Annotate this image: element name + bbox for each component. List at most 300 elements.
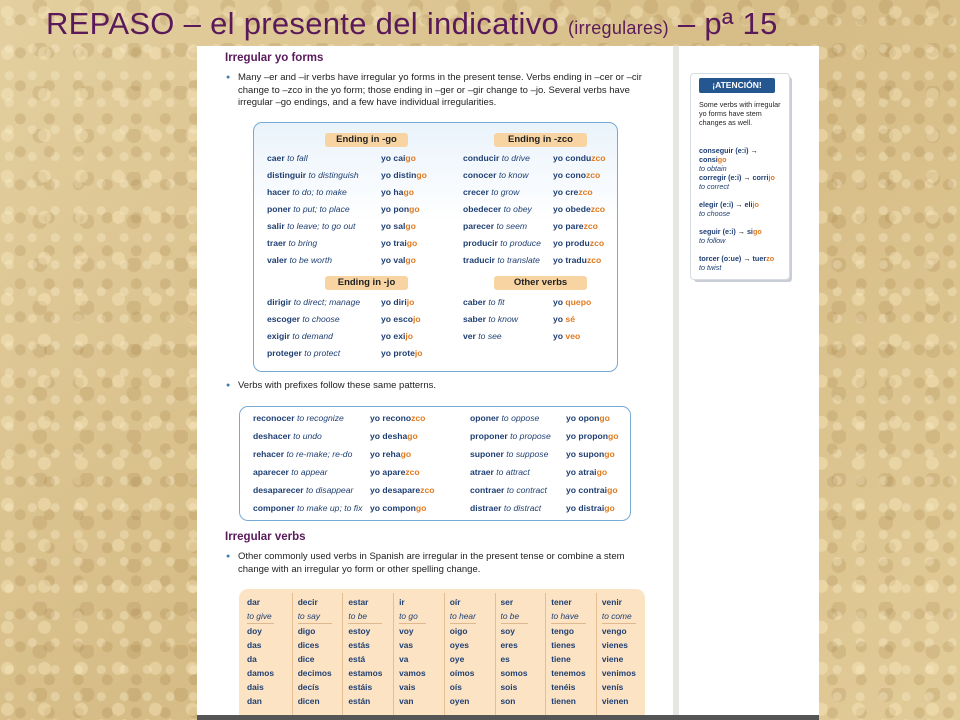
yo-stem: si [746, 227, 753, 236]
verb-translation: to know [498, 170, 529, 180]
verb-yo-form [566, 431, 619, 442]
arrow-icon: → [741, 173, 753, 182]
yo-ending: zco [405, 467, 420, 477]
verb-yo-form [370, 449, 411, 460]
irregular-form: da [247, 654, 257, 664]
irregular-translation: to give [247, 609, 274, 624]
textbook-page [197, 46, 819, 720]
verb-yo-form [381, 153, 416, 164]
yo-ending: go [596, 467, 608, 477]
verb-row [267, 348, 423, 359]
verb-row [463, 170, 601, 181]
atencion-yo-form [747, 227, 762, 236]
yo-ending: jo [414, 348, 423, 358]
atencion-translation: to follow [699, 236, 726, 245]
arrow-icon: → [748, 146, 758, 155]
yo-stem: eli [744, 200, 753, 209]
irregular-column [298, 595, 332, 708]
verb-translation: to leave; to go out [287, 221, 356, 231]
verb-row [463, 153, 606, 164]
verb-row [253, 503, 427, 514]
atencion-translation: to choose [699, 209, 731, 218]
irregular-form: estás [348, 640, 370, 650]
bullet-irregular [238, 551, 648, 576]
atencion-translation: to obtain [699, 164, 727, 173]
verb-infinitive: crecer [463, 187, 489, 197]
verb-translation: to direct; manage [293, 297, 361, 307]
irregular-form: doy [247, 626, 262, 636]
verb-translation: to propose [510, 431, 551, 441]
atencion-intro: Some verbs with irregular yo forms have stem changes as well. [699, 100, 781, 127]
verb-yo-form [553, 187, 593, 198]
verb-translation: to seem [496, 221, 528, 231]
irregular-translation: to be [501, 609, 528, 624]
verb-row [253, 449, 412, 460]
yo-ending: zco [420, 485, 435, 495]
column-divider-line [393, 593, 394, 720]
yo-stem: yo pon [381, 204, 410, 214]
irregular-form: van [399, 696, 414, 706]
irregular-form: estáis [348, 682, 373, 692]
bullet-irregular-text: ● Other commonly used verbs in Spanish are irregular in the present tense or combine a stem change with an irregular yo form or other spelling change. [238, 551, 625, 575]
yo-stem: yo desapare [370, 485, 421, 495]
header-other-verbs: Other verbs [494, 276, 587, 290]
irregular-form: oyes [449, 640, 469, 650]
verb-yo-form [381, 314, 421, 325]
yo-ending: go [608, 431, 619, 441]
irregular-form: soy [500, 626, 515, 636]
irregular-form: tienes [551, 640, 576, 650]
verb-row [267, 297, 415, 308]
verb-translation: to contract [506, 485, 547, 495]
verb-infinitive: producir [463, 238, 498, 248]
yo-stem: yo cono [553, 170, 586, 180]
yo-stem: yo contrai [566, 485, 608, 495]
irregular-form: vamos [399, 668, 426, 678]
verb-translation: to attract [496, 467, 530, 477]
section-title-yo-forms: Irregular yo forms [225, 52, 324, 64]
page-bottom-bar [197, 715, 819, 720]
atencion-yo-form [699, 155, 727, 164]
yo-ending: zco [411, 413, 426, 423]
yo-ending: go [717, 155, 727, 164]
verb-yo-form [566, 503, 615, 514]
verb-infinitive: traducir [463, 255, 495, 265]
irregular-column [348, 595, 382, 708]
verb-yo-form [566, 467, 607, 478]
verb-yo-form [381, 170, 427, 181]
verb-infinitive: distraer [470, 503, 502, 513]
verb-row [470, 413, 610, 424]
verb-row [267, 238, 418, 249]
irregular-form: tenemos [551, 668, 586, 678]
yo-stem: yo diri [381, 297, 407, 307]
yo-stem: yo obede [553, 204, 591, 214]
yo-ending: zco [590, 204, 606, 214]
verb-row [470, 449, 615, 460]
irregular-form: estamos [348, 668, 383, 678]
atencion-yo-form [745, 200, 759, 209]
yo-ending: go [409, 204, 420, 214]
yo-ending: zco [586, 255, 602, 265]
verb-yo-form [370, 431, 418, 442]
arrow-icon: → [741, 254, 753, 263]
yo-ending: go [405, 221, 416, 231]
yo-stem: yo opon [566, 413, 600, 423]
irregular-form: están [348, 696, 371, 706]
verb-translation: to demand [292, 331, 333, 341]
column-divider-line [292, 593, 293, 720]
yo-stem: yo distrai [566, 503, 605, 513]
yo-stem: yo cre [553, 187, 579, 197]
yo-stem: yo compon [370, 503, 416, 513]
yo-ending: go [752, 227, 762, 236]
irregular-form: decís [297, 682, 320, 692]
verb-infinitive: conducir [463, 153, 500, 163]
irregular-form: oyen [449, 696, 470, 706]
yo-stem: yo cai [381, 153, 406, 163]
verb-translation: to see [478, 331, 502, 341]
yo-stem: yo [553, 331, 566, 341]
yo-stem: yo [553, 314, 566, 324]
irregular-form: tengo [551, 626, 574, 636]
verb-row [253, 413, 426, 424]
yo-stem: tuer [752, 254, 767, 263]
verb-yo-form [381, 187, 414, 198]
yo-ending: zco [591, 153, 606, 163]
verb-infinitive: hacer [267, 187, 290, 197]
atencion-verb: corregir (e:i) [699, 173, 742, 182]
irregular-form: está [348, 654, 366, 664]
atencion-yo-form [753, 254, 775, 263]
yo-ending: sé [565, 314, 575, 324]
verb-translation: to oppose [501, 413, 540, 423]
yo-ending: jo [413, 314, 421, 324]
column-divider [673, 46, 679, 720]
yo-ending: jo [405, 331, 414, 341]
irregular-column [602, 595, 636, 708]
yo-stem: yo pare [553, 221, 584, 231]
verb-infinitive: conocer [463, 170, 497, 180]
yo-ending: zo [766, 254, 775, 263]
yo-stem: yo reha [370, 449, 401, 459]
verb-yo-form [370, 467, 420, 478]
verb-yo-form [553, 297, 591, 308]
yo-ending: jo [752, 200, 759, 209]
irregular-form: son [500, 696, 516, 706]
irregular-form: vas [399, 640, 414, 650]
verb-row [267, 255, 416, 266]
atencion-header: ¡ATENCIÓN! [699, 78, 775, 93]
yo-stem: yo sal [381, 221, 406, 231]
atencion-item [699, 146, 787, 173]
verb-infinitive: distinguir [267, 170, 307, 180]
verb-translation: to produce [500, 238, 541, 248]
verb-infinitive: caer [267, 153, 285, 163]
yo-ending: go [403, 187, 414, 197]
yo-stem: yo recono [370, 413, 412, 423]
yo-ending: go [604, 449, 615, 459]
verb-infinitive: proteger [267, 348, 302, 358]
atencion-verb: conseguir (e:i) [699, 146, 749, 155]
yo-stem: yo esco [381, 314, 414, 324]
verb-infinitive: parecer [463, 221, 495, 231]
irregular-column [450, 595, 476, 708]
verb-infinitive: desaparecer [253, 485, 304, 495]
verb-translation: to obey [503, 204, 532, 214]
yo-ending: go [416, 170, 427, 180]
atencion-item [699, 173, 787, 191]
yo-stem: yo atrai [566, 467, 597, 477]
yo-stem: yo [553, 297, 566, 307]
verb-infinitive: proponer [470, 431, 508, 441]
irregular-form: vengo [601, 626, 627, 636]
verb-translation: to recognize [296, 413, 344, 423]
verb-infinitive: suponer [470, 449, 504, 459]
verb-yo-form [553, 221, 598, 232]
irregular-translation: to be [348, 609, 382, 624]
verb-translation: to distract [503, 503, 542, 513]
verb-infinitive: saber [463, 314, 486, 324]
yo-stem: yo val [381, 255, 406, 265]
irregular-column [501, 595, 528, 708]
verb-yo-form [370, 503, 426, 514]
irregular-column [399, 595, 426, 708]
irregular-translation: to hear [450, 609, 476, 624]
slide-title [46, 6, 778, 42]
verb-translation: to make up; to fix [296, 503, 363, 513]
irregular-column [247, 595, 274, 708]
verb-translation: to be worth [289, 255, 332, 265]
yo-ending: go [405, 153, 416, 163]
yo-ending: go [607, 485, 618, 495]
verb-infinitive: atraer [470, 467, 494, 477]
verb-translation: to translate [497, 255, 540, 265]
yo-ending: go [405, 255, 416, 265]
irregular-form: tiene [551, 654, 571, 664]
verb-yo-form [370, 413, 425, 424]
irregular-form: venís [601, 682, 624, 692]
irregular-infinitive: estar [348, 597, 369, 607]
irregular-infinitive: venir [601, 597, 622, 607]
atencion-item [699, 227, 787, 245]
title-paren: (irregulares) [568, 18, 669, 38]
atencion-translation: to correct [699, 182, 729, 191]
column-divider-line [342, 593, 343, 720]
irregular-infinitive: tener [551, 597, 572, 607]
verb-row [463, 314, 575, 325]
yo-stem: yo trai [381, 238, 407, 248]
yo-ending: go [406, 238, 418, 248]
yo-stem: yo supon [566, 449, 605, 459]
irregular-infinitive: ir [399, 597, 405, 607]
yo-stem: yo distin [381, 170, 417, 180]
verb-yo-form [553, 238, 604, 249]
irregular-form: oigo [449, 626, 468, 636]
verb-row [463, 297, 592, 308]
irregular-form: vienen [601, 696, 629, 706]
verb-yo-form [553, 255, 601, 266]
verb-row [470, 485, 618, 496]
section-title-irregular: Irregular verbs [225, 531, 306, 543]
verb-infinitive: aparecer [253, 467, 289, 477]
irregular-form: viene [601, 654, 624, 664]
yo-stem: yo apare [370, 467, 406, 477]
verb-row [267, 153, 416, 164]
irregular-translation: to have [551, 609, 585, 624]
irregular-form: oye [449, 654, 465, 664]
verb-translation: to undo [293, 431, 322, 441]
verb-infinitive: escoger [267, 314, 300, 324]
yo-stem: corri [752, 173, 769, 182]
verb-yo-form [381, 238, 417, 249]
verb-yo-form [381, 297, 414, 308]
atencion-translation: to twist [699, 263, 722, 272]
irregular-translation: to come [602, 609, 636, 624]
atencion-box [691, 74, 789, 279]
yo-stem: yo desha [370, 431, 408, 441]
atencion-verb: torcer (o:ue) [699, 254, 742, 263]
atencion-verb: seguir (e:i) [699, 227, 736, 236]
verb-yo-form [553, 170, 600, 181]
verb-infinitive: traer [267, 238, 287, 248]
verb-row [267, 170, 427, 181]
atencion-item [699, 200, 787, 218]
column-divider-line [596, 593, 597, 720]
verb-row [470, 431, 619, 442]
verb-infinitive: rehacer [253, 449, 285, 459]
irregular-form: dicen [297, 696, 320, 706]
column-divider-line [444, 593, 445, 720]
verb-row [463, 255, 602, 266]
column-divider-line [495, 593, 496, 720]
yo-stem: yo condu [553, 153, 592, 163]
irregular-translation: to go [399, 609, 426, 624]
verb-translation: to do; to make [292, 187, 347, 197]
header-ending-zco: Ending in -zco [494, 133, 587, 147]
irregular-form: somos [500, 668, 528, 678]
verb-yo-form [553, 314, 575, 325]
atencion-item [699, 254, 787, 272]
verb-infinitive: obedecer [463, 204, 502, 214]
verb-translation: to distinguish [308, 170, 359, 180]
verb-translation: to appear [291, 467, 328, 477]
bullet-yo-forms-text: ● Many –er and –ir verbs have irregular yo forms in the present tense. Verbs ending in –cer or –cir change to –zco in the yo form; those ending in –ger or –gir change to –jo. Several verbs have irregular –go endings, and a few have individual irregularities. [238, 72, 642, 108]
verb-translation: to re-make; re-do [286, 449, 353, 459]
irregular-form: oís [449, 682, 462, 692]
verb-row [267, 187, 414, 198]
verb-yo-form [381, 255, 416, 266]
verb-translation: to suppose [506, 449, 549, 459]
irregular-form: va [399, 654, 409, 664]
yo-ending: jo [768, 173, 775, 182]
irregular-form: venimos [601, 668, 636, 678]
verb-translation: to choose [302, 314, 340, 324]
arrow-icon: → [735, 227, 747, 236]
verb-yo-form [566, 449, 615, 460]
verb-infinitive: dirigir [267, 297, 292, 307]
irregular-form: oímos [449, 668, 475, 678]
title-page: – pª 15 [677, 6, 778, 41]
verb-infinitive: caber [463, 297, 486, 307]
yo-ending: go [407, 431, 418, 441]
verb-row [470, 503, 615, 514]
column-divider-line [545, 593, 546, 720]
yo-ending: quepo [565, 297, 592, 307]
verb-row [253, 431, 418, 442]
verb-yo-form [566, 485, 618, 496]
verb-translation: to put; to place [293, 204, 350, 214]
yo-stem: consi [699, 155, 718, 164]
irregular-translation: to say [298, 609, 332, 624]
verb-translation: to fit [488, 297, 505, 307]
irregular-infinitive: ser [500, 597, 514, 607]
irregular-form: damos [247, 668, 274, 678]
verb-yo-form [381, 348, 423, 359]
verb-infinitive: componer [253, 503, 295, 513]
verb-translation: to bring [288, 238, 318, 248]
yo-ending: jo [406, 297, 415, 307]
yo-ending: zco [583, 221, 598, 231]
yo-ending: veo [565, 331, 581, 341]
atencion-verb: elegir (e:i) [699, 200, 734, 209]
verb-infinitive: salir [267, 221, 285, 231]
irregular-form: vienes [601, 640, 628, 650]
irregular-form: dais [247, 682, 264, 692]
yo-stem: yo tradu [553, 255, 587, 265]
irregular-form: eres [500, 640, 518, 650]
verb-yo-form [553, 204, 605, 215]
verb-infinitive: poner [267, 204, 291, 214]
header-ending-jo: Ending in -jo [325, 276, 408, 290]
bullet-yo-forms [238, 72, 648, 110]
yo-ending: go [599, 413, 610, 423]
irregular-form: dan [247, 696, 262, 706]
verb-yo-form [381, 204, 420, 215]
atencion-yo-form [753, 173, 775, 182]
verb-infinitive: deshacer [253, 431, 291, 441]
verb-translation: to drive [501, 153, 530, 163]
yo-stem: yo exi [381, 331, 406, 341]
irregular-column [551, 595, 585, 708]
verb-infinitive: oponer [470, 413, 500, 423]
yo-stem: yo ha [381, 187, 404, 197]
verb-infinitive: valer [267, 255, 288, 265]
yo-stem: yo produ [553, 238, 590, 248]
verb-infinitive: exigir [267, 331, 290, 341]
bullet-prefix-text: ● Verbs with prefixes follow these same patterns. [238, 380, 437, 391]
verb-row [267, 221, 416, 232]
yo-ending: zco [578, 187, 593, 197]
verb-row [463, 187, 593, 198]
irregular-infinitive: oír [449, 597, 461, 607]
verb-translation: to disappear [306, 485, 354, 495]
verb-yo-form [381, 221, 416, 232]
verb-infinitive: contraer [470, 485, 505, 495]
arrow-icon: → [733, 200, 745, 209]
yo-ending: go [400, 449, 412, 459]
irregular-form: tenéis [551, 682, 576, 692]
verb-row [267, 314, 421, 325]
verb-infinitive: ver [463, 331, 476, 341]
header-ending-go: Ending in -go [325, 133, 408, 147]
verb-row [463, 238, 605, 249]
irregular-form: sois [500, 682, 518, 692]
irregular-form: dices [297, 640, 320, 650]
irregular-form: estoy [348, 626, 371, 636]
verb-row [463, 331, 581, 342]
verb-translation: to protect [304, 348, 341, 358]
